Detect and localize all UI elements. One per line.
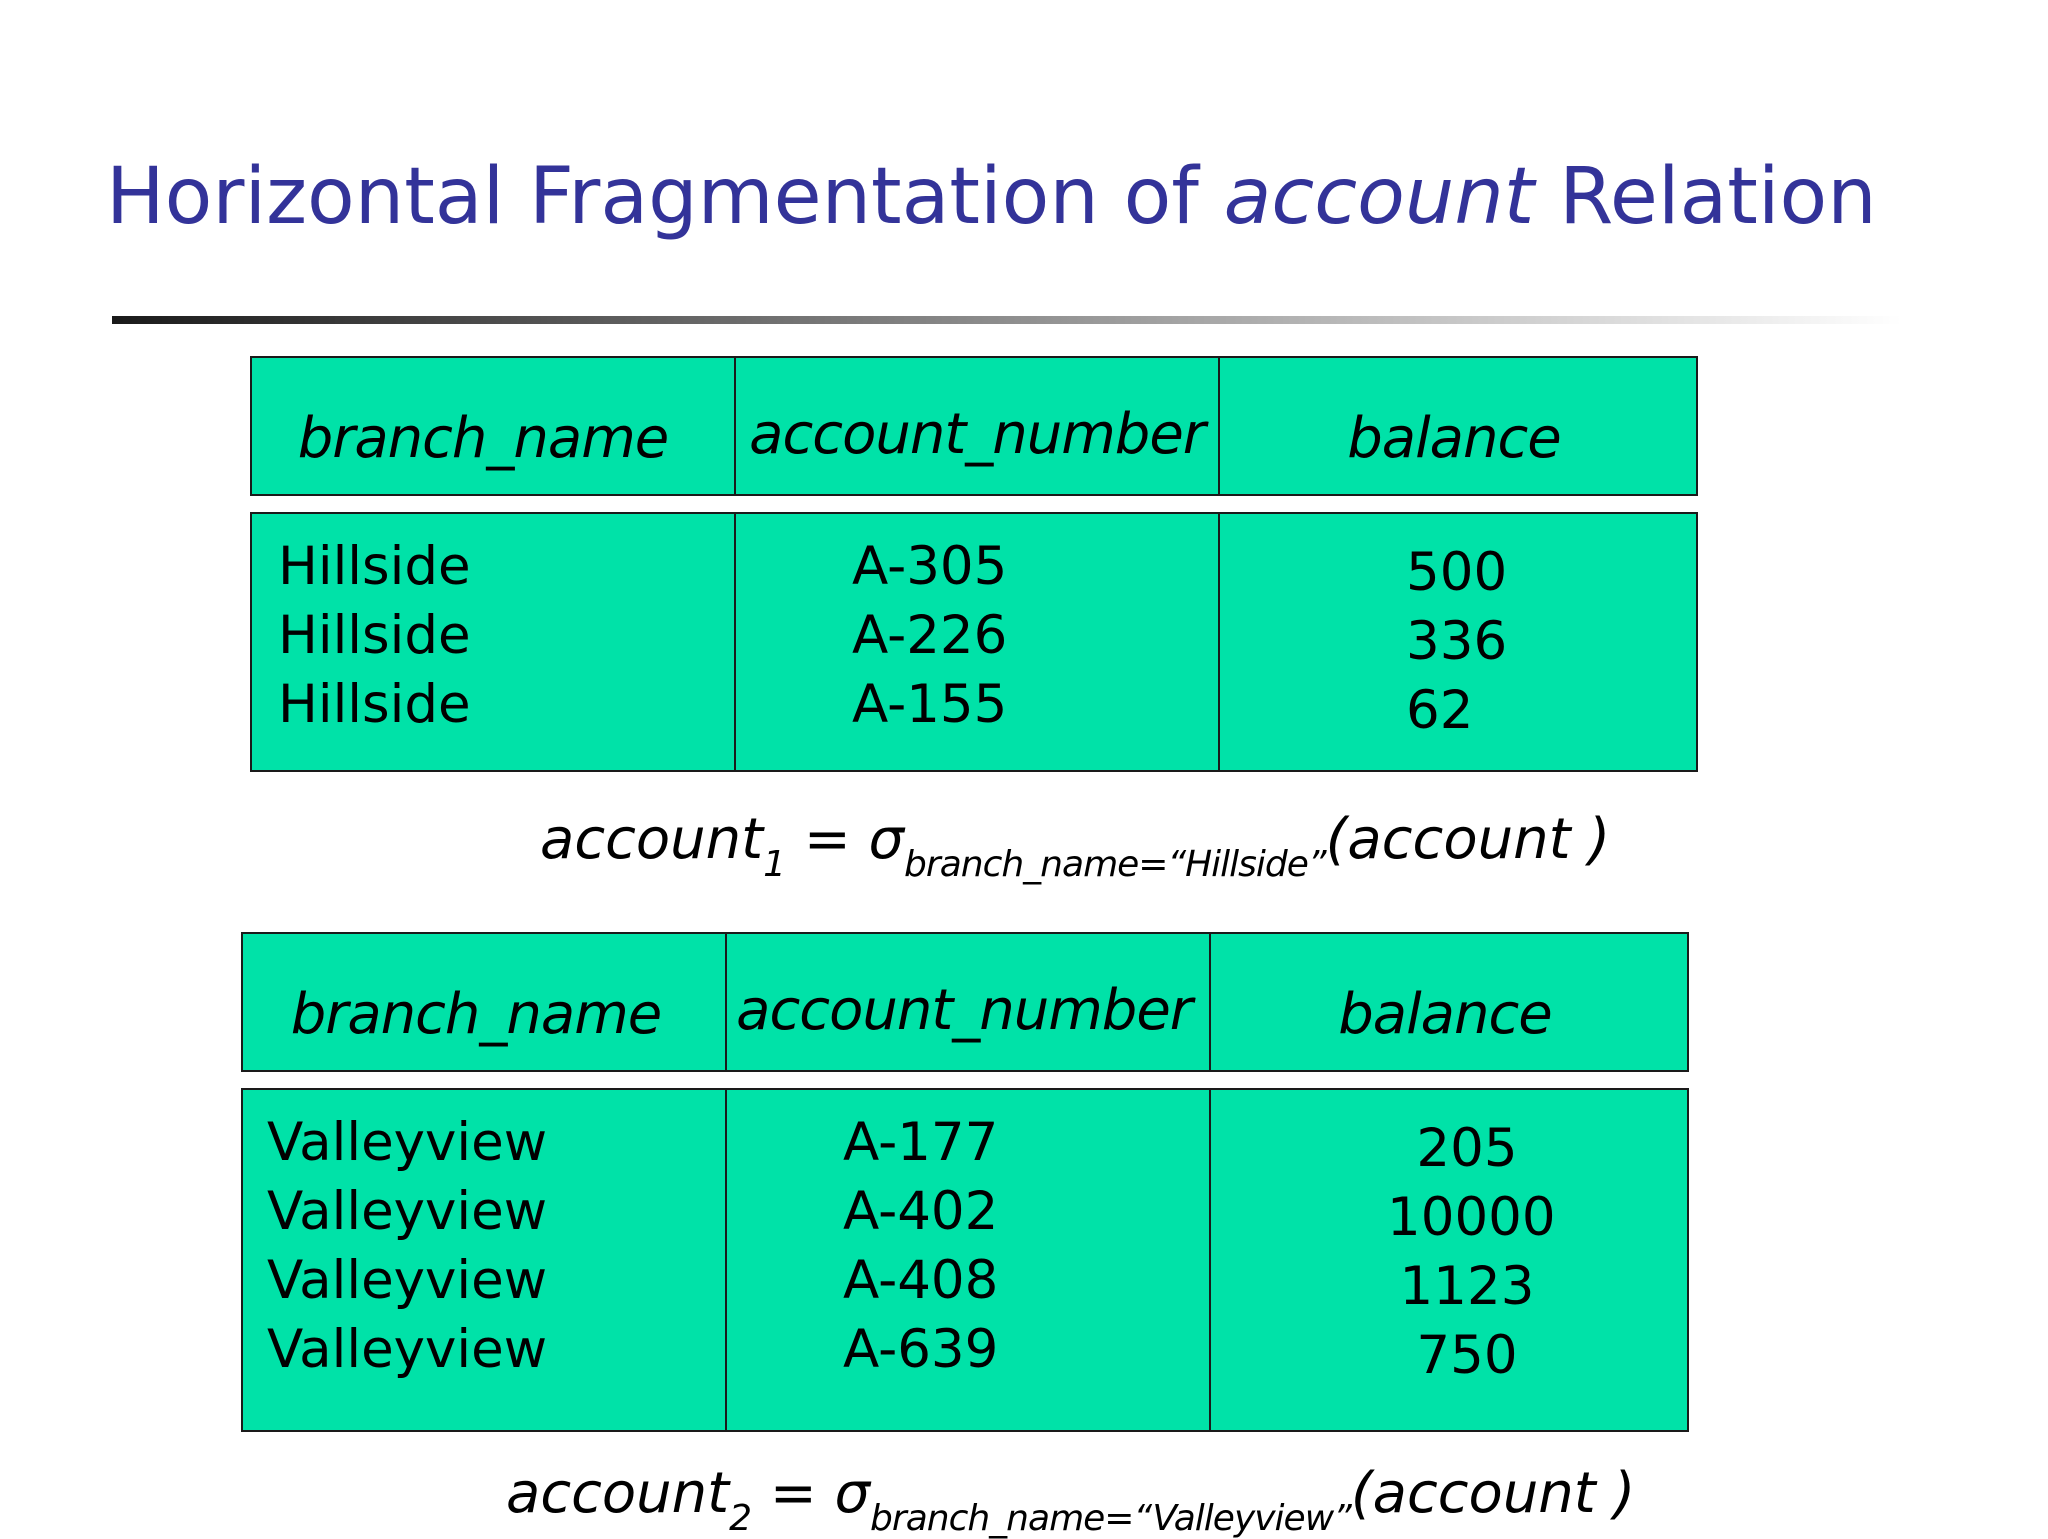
list-item: 205	[1416, 1118, 1518, 1179]
slide-title	[106, 152, 1877, 242]
header-label: account_number	[736, 978, 1192, 1043]
header-label: branch_name	[297, 406, 669, 471]
column-branch-name	[252, 514, 736, 770]
list-item: A-155	[852, 674, 1008, 735]
column-balance	[1220, 514, 1696, 770]
sigma-symbol: σ	[834, 1461, 871, 1526]
list-item: A-305	[852, 536, 1008, 597]
sigma-symbol: σ	[868, 807, 905, 872]
list-item: Hillside	[278, 605, 471, 666]
formula-condition: branch_name=“Hillside”	[904, 844, 1326, 885]
header-label: branch_name	[290, 982, 662, 1047]
title-emphasis: account	[1223, 152, 1535, 242]
branch-name-values	[278, 532, 471, 739]
list-item: Valleyview	[267, 1319, 548, 1380]
title-text: Horizontal Fragmentation of	[106, 152, 1224, 242]
formula-condition: branch_name=“Valleyview”	[870, 1498, 1351, 1539]
fragment1-formula	[540, 807, 1611, 885]
list-item: A-177	[843, 1112, 999, 1173]
formula-lhs: account	[540, 807, 764, 872]
list-item: A-226	[852, 605, 1008, 666]
list-item: 62	[1406, 680, 1474, 741]
header-cell-account-number	[727, 934, 1211, 1070]
fragment2-data-block	[241, 1088, 1689, 1432]
header-cell-branch-name	[252, 358, 736, 494]
column-account-number	[736, 514, 1220, 770]
formula-equals: =	[786, 807, 869, 872]
fragment1-data-block	[250, 512, 1698, 772]
account-number-values	[843, 1108, 998, 1384]
title-text-end: Relation	[1534, 152, 1877, 242]
column-balance	[1211, 1090, 1687, 1430]
list-item: 10000	[1387, 1187, 1556, 1248]
column-account-number	[727, 1090, 1211, 1430]
fragment1-table	[250, 356, 1698, 772]
fragment2-table	[241, 932, 1689, 1432]
formula-lhs: account	[506, 1461, 730, 1526]
branch-name-values	[267, 1108, 547, 1384]
header-cell-balance	[1220, 358, 1696, 494]
list-item: Hillside	[278, 674, 471, 735]
list-item: Hillside	[278, 536, 471, 597]
list-item: Valleyview	[267, 1181, 548, 1242]
header-label: balance	[1347, 406, 1561, 471]
list-item: Valleyview	[267, 1250, 548, 1311]
list-item: 750	[1416, 1325, 1518, 1386]
list-item: A-408	[843, 1250, 999, 1311]
header-cell-branch-name	[243, 934, 727, 1070]
list-item: 336	[1406, 611, 1508, 672]
formula-subscript: 1	[763, 844, 787, 885]
header-label: account_number	[749, 402, 1205, 467]
list-item: Valleyview	[267, 1112, 548, 1173]
fragment2-header-row	[241, 932, 1689, 1072]
list-item: 1123	[1399, 1256, 1535, 1317]
list-item: 500	[1406, 542, 1508, 603]
formula-subscript: 2	[729, 1498, 753, 1539]
fragment2-formula	[506, 1461, 1636, 1539]
formula-equals: =	[752, 1461, 835, 1526]
title-divider	[112, 316, 1902, 324]
header-cell-account-number	[736, 358, 1220, 494]
formula-argument: (account )	[1325, 807, 1611, 872]
account-number-values	[852, 532, 1007, 739]
balance-values	[1387, 1114, 1556, 1390]
header-label: balance	[1338, 982, 1552, 1047]
list-item: A-639	[843, 1319, 999, 1380]
formula-argument: (account )	[1350, 1461, 1636, 1526]
list-item: A-402	[843, 1181, 999, 1242]
fragment1-header-row	[250, 356, 1698, 496]
balance-values	[1406, 538, 1507, 745]
header-cell-balance	[1211, 934, 1687, 1070]
column-branch-name	[243, 1090, 727, 1430]
